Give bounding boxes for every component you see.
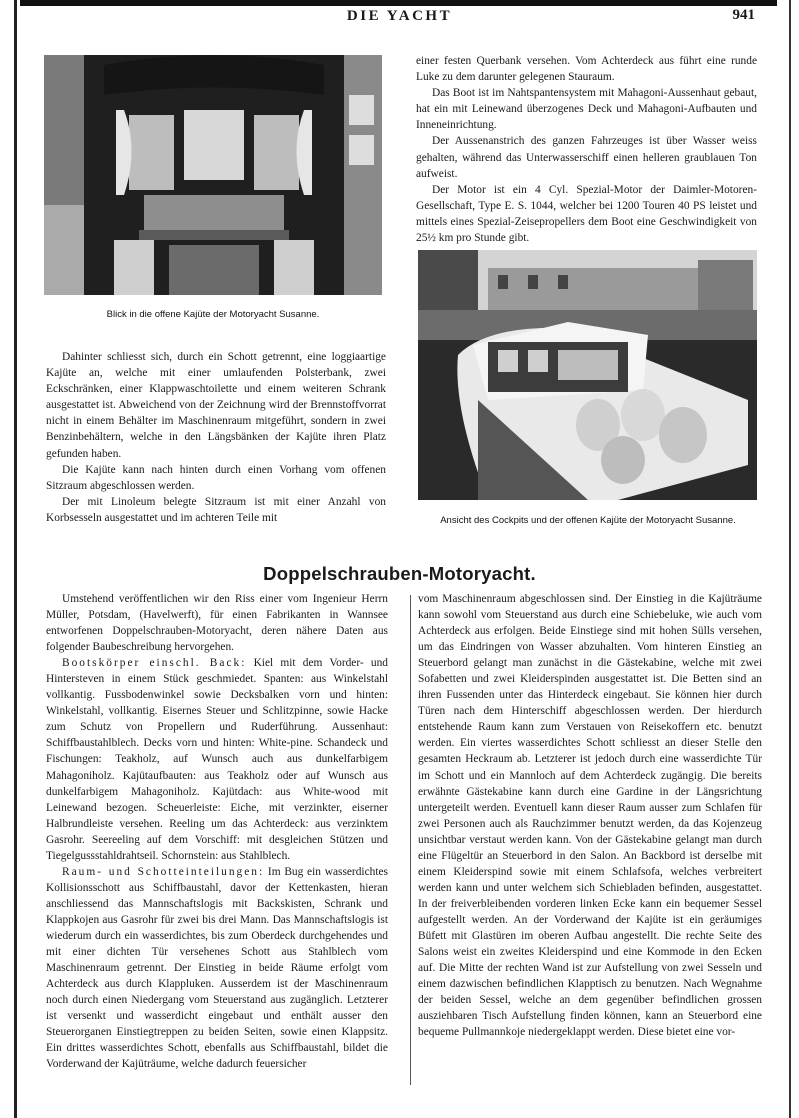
paragraph: Der mit Linoleum belegte Sitzraum ist mit einer Anzahl von Korbsesseln ausgestattet und im achteren Teile mit [46,495,386,524]
page-number: 941 [732,7,755,23]
column-divider [410,595,411,1085]
cabin-photo-image [44,55,382,295]
paragraph: vom Maschinenraum abgeschlossen sind. Der Einstieg in die Kajüträume kann sowohl vom Steuerstand aus durch eine Schiebeluke, wie auch vom Achterdeck aus erfolgen. Beide Einstiege sind mit hohen Sülls versehen, um das Eindringen von Wasser abzuhalten. Vom hinteren Einstieg an Steuerbord gelangt man zunächst in die Gästekabine, welche mit zwei Sofabetten und zwei Kleiderspinden ausgestattet ist. Die Betten sind an ihren Fussenden unter das Hinterdeck eingebaut. Sie können hier durch Türen nach dem Hinterschiff abgeschlossen werden. Der hierdurch entstehende Raum kann zum Verstauen von Reisekoffern etc. benutzt werden. Ein viertes wasserdichtes Schott schliesst an dieser Stelle den gesamten Heckraum ab. Letzterer ist jedoch durch eine wasserdichte Tür im Schott und ein Mannloch auf dem Achterdeck zugängig. Die bereits erwähnte Gästekabine kann durch eine Gardine in der Längsrichtung untergeteilt werden. Eventuell kann dieser Raum ausser zum Schlafen für zwei Personen auch als Rauchzimmer benutzt werden, da das Kojenzeug unsichtbar verstaut werden kann. Von der Gästekabine gelangt man durch eine Flügeltür an Steuerbord in den Salon. An Backbord ist derselbe mit einem Kleiderspind sowie mit einem Schlafsofa, welches verbreitert werden kann und unter welchem sich Schiebladen befinden, ausgestattet. In der freiverbleibenden vorderen linken Ecke kann ein bequemer Sessel aufgestellt werden. An der Vorderwand der Kajüte ist ein geräumiges Büfett mit Glastüren im oberen Aufbau angestellt. Die rechte Seite des Salons weist ein zweites Kleiderspind und eine Kommode in den Ecken auf. Die Mitte der rechten Wand ist zur Aufstellung von zwei Sesseln und einem dazwischen befindlichen Klapptisch zu benutzen. Nach Wegnahme der beiden Sessel, welche an dem gegenüber befindlichen grossen ausziehbaren Tisch Aufstellung finden können, kann an Steuerbord eine bequeme Pullmannkoje niedergeklappt werden. Diese bietet eine vor- [418,593,762,1039]
paragraph: Der Motor ist ein 4 Cyl. Spezial-Motor der Daimler-Motoren-Gesellschaft, Type E. S. 1044, welcher bei 1200 Touren 40 PS leistet und mittels eines Spezial-Zeisepropellers dem Boot eine Geschwindigkeit von 25½ km pro Stunde gibt. [416,183,757,245]
running-header: DIE YACHT [346,8,453,24]
paragraph: Umstehend veröffentlichen wir den Riss einer vom Ingenieur Herrn Müller, Potsdam, (Havelwerft), für einen Fabrikanten in Wannsee entworfenen Doppelschrauben-Motoryacht, deren nähere Daten aus folgender Baubeschreibung hervorgehen. [46,593,388,654]
paragraph: Dahinter schliesst sich, durch ein Schott getrennt, eine loggiaartige Kajüte an, welche mit einer umlaufenden Polsterbank, zwei Eckschränken, einer Klappwaschtoilette und einem weiteren Schrank ausgestattet ist. Abweichend von der Zeichnung wird der Brennstoffvorrat nicht in einem Behälter im Maschinenraum mitgeführt, sondern in zwei Benzinbehältern, welche in den Längsbänken der Kajüte ihren Platz gefunden haben. [46,351,386,460]
middle-left-text [46,349,386,526]
article-title: Doppelschrauben-Motoryacht. [263,563,536,584]
cabin-photo [44,55,382,295]
article-right-column [418,591,762,1040]
paragraph [46,655,388,864]
hull-text: Kiel mit dem Vorder- und Hintersteven in einem Stück geschmiedet. Spanten: aus Winkelstahl vollkantig. Fussbodenwinkel sowie Decksbalken vorn und hinten: Winkelstahl, vollkantig. Eisernes Steuer und Schlitzpinne, sowie Hacke zum Schutz von Propellern und Ruderführung. Aussenhaut: Schiffbaustahlblech. Decks vorn und hinten: White-pine. Schandeck und Fischungen: Teakholz, auf Wunsch auch aus dunkelfarbigem Mahagoniholz. Kajütaufbauten: aus Teakholz oder auf Wunsch aus dunkelfarbigem Mahagoniholz. Kajütdach: aus White-wood mit Leinewand bezogen. Scheuerleiste: Eiche, mit verzinkter, eiserner Halbrundleiste versehen. Reeling um das Achterdeck: aus verzinktem Gasrohr. Seereeling auf dem Vorschiff: mit desgleichen Stützen und Tiegelgussstahldrahtseil. Schornstein: aus Stahlblech. [46,657,388,862]
left-border [14,0,17,1118]
cabin-photo-caption: Blick in die offene Kajüte der Motoryacht Susanne. [106,309,320,320]
right-border [789,0,791,1118]
rooms-text: Im Bug ein wasserdichtes Kollisionsschott aus Schiffbaustahl, davor der Kettenkasten, hieran anschliessend das Mannschaftslogis mit Backskisten, Schrank und Klappkojen aus Gasrohr für zwei bis drei Mann. Das Mannschaftslogis ist wiederum durch ein wasserdichtes, bis zum Oberdeck durchgehendes und mit einer dichten Tür versehenes Schott aus Stahlblech vom Maschinenraum getrennt. Der Einstieg in beide Räume erfolgt vom Achterdeck aus durch Klappluken. Ausserdem ist der Maschinenraum noch durch einen Niedergang vom Steuerstand aus zugänglich. Letzterer ist versenkt und wasserdicht eingebaut und enthält ausser den Steuerorganen Einstiegtreppen zu beiden Seiten, sowie einen Klappsitz. Ein drittes wasserdichtes Schott, ebenfalls aus Schiffbaustahl, bildet die Vorderwand der Kajüträume, welche dadurch feuersicher [46,865,388,1071]
paragraph: Der Aussenanstrich des ganzen Fahrzeuges ist über Wasser weiss gehalten, während das Unterwasserschiff einen helleren graublauen Ton aufweist. [416,135,757,180]
paragraph: Das Boot ist im Nahtspantensystem mit Mahagoni-Aussenhaut gebaut, hat ein mit Leinewand überzogenes Deck und Mahagoni-Aufbauten und Inneneinrichtung. [416,87,757,132]
paragraph [46,864,388,1073]
article-left-column [46,591,388,1072]
hull-heading: Bootskörper einschl. Back: [62,657,247,670]
rooms-heading: Raum- und Schotteinteilungen: [62,865,265,878]
top-border [20,0,777,6]
cockpit-photo-image [418,250,757,500]
cockpit-photo-caption: Ansicht des Cockpits und der offenen Kajüte der Motoryacht Susanne. [440,515,736,526]
paragraph: einer festen Querbank versehen. Vom Achterdeck aus führt eine runde Luke zu dem darunter gelegenen Stauraum. [416,55,757,84]
paragraph: Die Kajüte kann nach hinten durch einen Vorhang vom offenen Sitzraum abgeschlossen werden. [46,463,386,492]
top-right-text [416,53,757,246]
cockpit-photo [418,250,757,500]
